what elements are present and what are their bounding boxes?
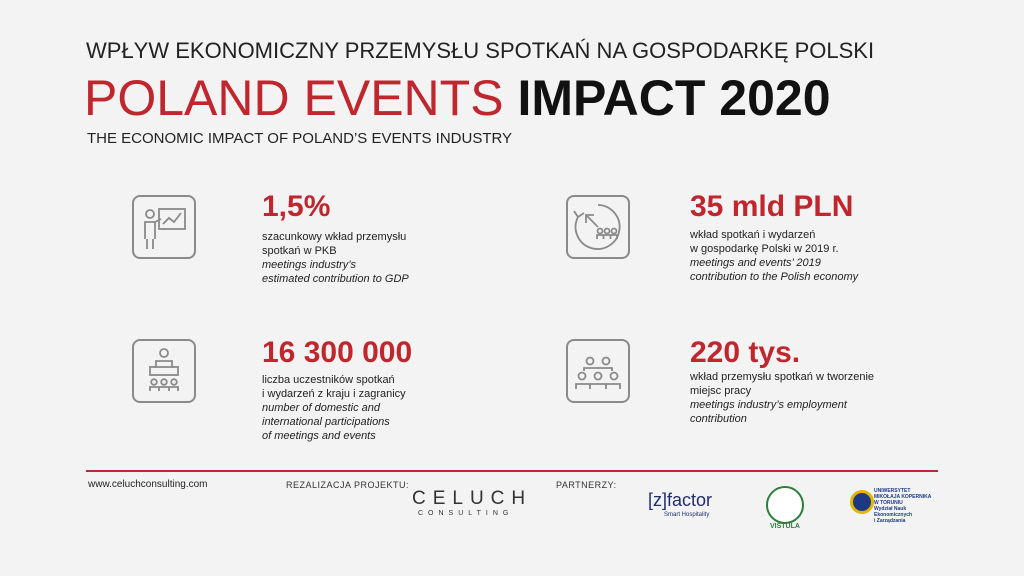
- main-title: [84, 70, 831, 126]
- main-title-red: POLAND EVENTS: [84, 70, 504, 126]
- stat-value-participants: 16 300 000: [262, 336, 413, 369]
- stat-text-line: i wydarzeń z kraju i zagranicy: [262, 388, 406, 400]
- stat-text-line: liczba uczestników spotkań: [262, 374, 395, 386]
- speaker-audience-icon: [132, 339, 196, 403]
- top-title: WPŁYW EKONOMICZNY PRZEMYSŁU SPOTKAŃ NA GOSPODARKĘ POLSKI: [86, 38, 875, 63]
- stat-text-employment: [690, 370, 874, 426]
- group-icon: [566, 339, 630, 403]
- celuch-logo-text: CELUCH: [412, 488, 533, 509]
- stat-text-line: international participations: [262, 416, 390, 428]
- economy-audience-icon: [566, 195, 630, 259]
- stat-text-line: szacunkowy wkład przemysłu: [262, 231, 407, 243]
- stat-text-line: spotkań w PKB: [262, 245, 337, 257]
- website-link[interactable]: www.celuchconsulting.com: [88, 479, 208, 490]
- stat-text-line: meetings industry’s employment: [690, 399, 847, 411]
- umk-emblem-icon: [850, 490, 874, 514]
- stat-text-line: meetings and events’ 2019: [690, 257, 821, 269]
- partners-label: PARTNERZY:: [556, 480, 617, 490]
- stat-text-line: miejsc pracy: [690, 385, 752, 397]
- realization-label: REZALIZACJA PROJEKTU:: [286, 480, 410, 490]
- stat-value-economy: 35 mld PLN: [690, 190, 854, 223]
- subtitle: THE ECONOMIC IMPACT OF POLAND’S EVENTS INDUSTRY: [87, 130, 513, 147]
- zfactor-subtitle: Smart Hospitality: [664, 512, 710, 518]
- stat-text-line: contribution: [690, 413, 747, 425]
- stat-text-line: wkład spotkań i wydarzeń: [690, 229, 816, 241]
- consulting-logo-text: CONSULTING: [418, 510, 514, 517]
- stat-text-line: contribution to the Polish economy: [690, 271, 859, 283]
- footer-divider: [86, 470, 938, 472]
- main-title-black: IMPACT 2020: [517, 70, 831, 126]
- stat-value-gdp: 1,5%: [262, 190, 331, 223]
- stat-text-line: wkład przemysłu spotkań w tworzenie: [690, 371, 875, 383]
- stat-text-line: estimated contribution to GDP: [262, 273, 409, 285]
- stat-text-economy: [690, 228, 858, 284]
- umk-logo-text: UNIWERSYTET MIKOŁAJA KOPERNIKA W TORUNIU Wydział Nauk Ekonomicznych i Zarządzania: [874, 488, 932, 524]
- vistula-logo-text: VISTULA: [770, 523, 800, 530]
- stat-text-line: number of domestic and: [262, 402, 381, 414]
- stat-text-line: w gospodarkę Polski w 2019 r.: [690, 243, 839, 255]
- zfactor-logo: [z]factor: [648, 490, 713, 510]
- stat-text-line: of meetings and events: [262, 430, 376, 442]
- vistula-emblem-icon: [766, 486, 804, 524]
- stat-text-line: meetings industry’s: [262, 259, 356, 271]
- stat-text-participants: [262, 373, 406, 443]
- stat-value-employment: 220 tys.: [690, 336, 801, 369]
- stat-text-gdp: [262, 230, 409, 286]
- presentation-icon: [132, 195, 196, 259]
